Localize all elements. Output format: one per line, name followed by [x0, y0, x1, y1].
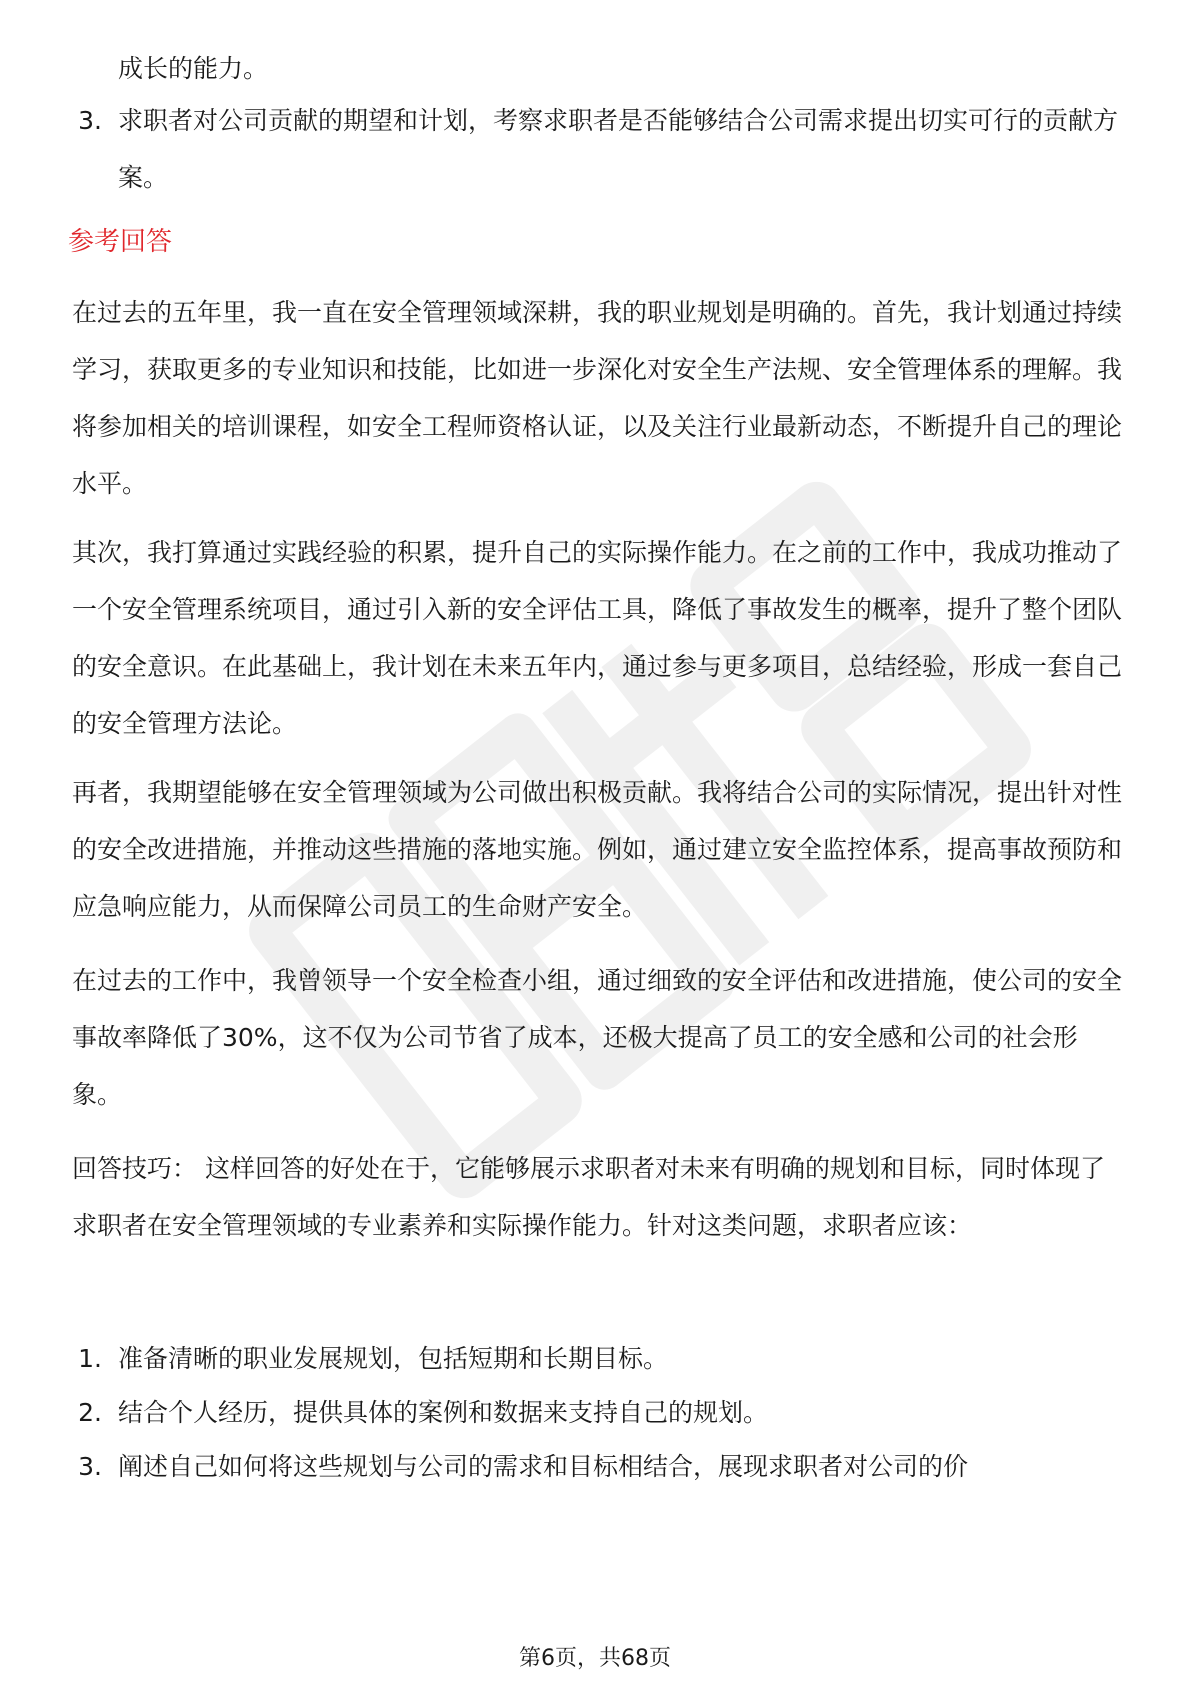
list-item-text: 阐述自己如何将这些规划与公司的需求和目标相结合，展现求职者对公司的价 — [118, 1452, 969, 1481]
tips-paragraph: 回答技巧： 这样回答的好处在于，它能够展示求职者对未来有明确的规划和目标，同时体现了求职者在安全管理领域的专业素养和实际操作能力。针对这类问题，求职者应该： — [72, 1154, 1105, 1240]
list-item-text: 准备清晰的职业发展规划，包括短期和长期目标。 — [118, 1344, 669, 1373]
list-number: 2. — [78, 1398, 102, 1427]
page-number: 第6页，共68页 — [519, 1646, 671, 1671]
list-number: 3. — [78, 106, 102, 135]
section-heading: 参考回答 — [68, 227, 173, 257]
answer-paragraph: 其次，我打算通过实践经验的积累，提升自己的实际操作能力。在之前的工作中，我成功推动了一个安全管理系统项目，通过引入新的安全评估工具，降低了事故发生的概率，提升了整个团队的安全意识。在此基础上，我计划在未来五年内，通过参与更多项目，总结经验，形成一套自己的安全管理方法论。 — [72, 538, 1123, 738]
list-item-text: 求职者对公司贡献的期望和计划，考察求职者是否能够结合公司需求提出切实可行的贡献方案。 — [118, 106, 1119, 192]
answer-paragraph: 在过去的五年里，我一直在安全管理领域深耕，我的职业规划是明确的。首先，我计划通过持续学习，获取更多的专业知识和技能，比如进一步深化对安全生产法规、安全管理体系的理解。我将参加相关的培训课程，如安全工程师资格认证，以及关注行业最新动态，不断提升自己的理论水平。 — [72, 298, 1123, 498]
list-item — [72, 92, 1122, 206]
answer-paragraph: 再者，我期望能够在安全管理领域为公司做出积极贡献。我将结合公司的实际情况，提出针对性的安全改进措施，并推动这些措施的落地实施。例如，通过建立安全监控体系，提高事故预防和应急响应能力，从而保障公司员工的生命财产安全。 — [72, 778, 1123, 921]
list-item-text: 结合个人经历，提供具体的案例和数据来支持自己的规划。 — [118, 1398, 769, 1427]
list-number: 1. — [78, 1344, 102, 1373]
answer-paragraph: 在过去的工作中，我曾领导一个安全检查小组，通过细致的安全评估和改进措施，使公司的安全事故率降低了30%，这不仅为公司节省了成本，还极大提高了员工的安全感和公司的社会形象。 — [72, 966, 1123, 1109]
list-item-text: 成长的能力。 — [118, 54, 269, 83]
list-number: 3. — [78, 1452, 102, 1481]
